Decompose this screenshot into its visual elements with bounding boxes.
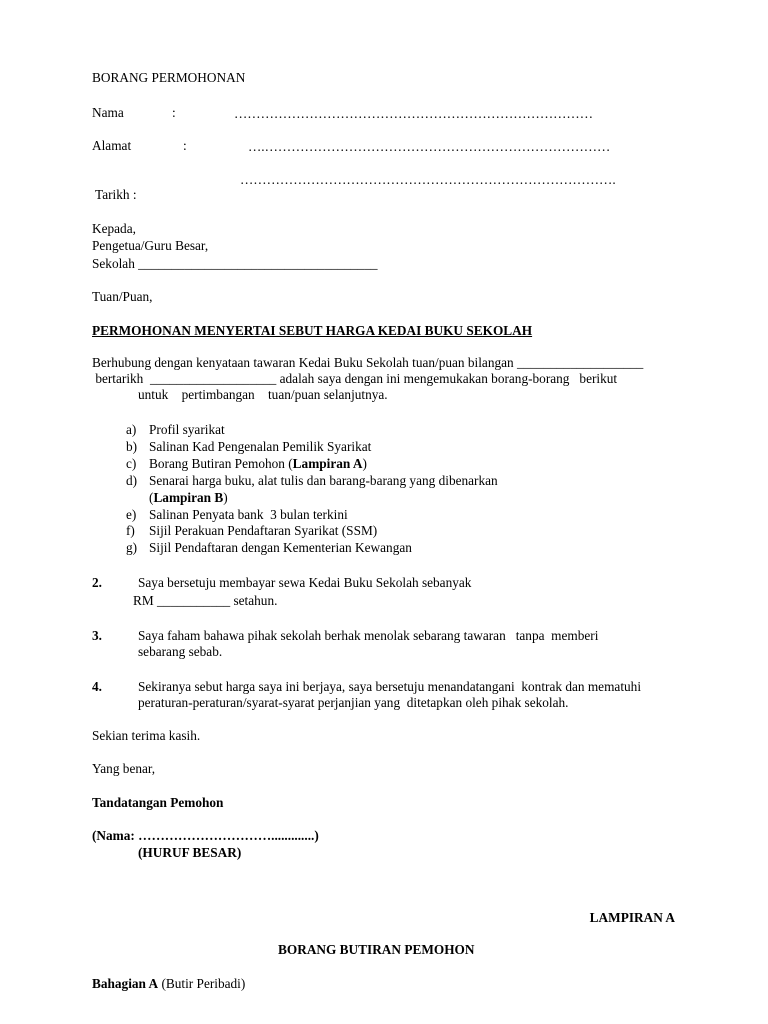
doc-letter: a)	[126, 422, 137, 437]
nama-colon: :	[172, 105, 176, 120]
lampiran-a-label: LAMPIRAN A	[589, 910, 675, 925]
doc-text: Borang Butiran Pemohon (	[149, 456, 293, 471]
doc-text: (	[149, 490, 154, 505]
doc-text: Senarai harga buku, alat tulis dan barang-barang yang dibenarkan	[149, 473, 498, 488]
doc-text-c	[149, 456, 367, 472]
item-number: 3.	[92, 628, 102, 643]
lampiran-b-ref: Lampiran B	[153, 490, 224, 505]
section-a-desc: (Butir Peribadi)	[158, 976, 246, 991]
appendix-title: BORANG BUTIRAN PEMOHON	[278, 942, 475, 957]
recipient-sekolah: Sekolah ____________________________________	[92, 256, 378, 271]
huruf-besar-note: (HURUF BESAR)	[138, 845, 242, 860]
item-number: 2.	[92, 575, 102, 590]
doc-text: Sijil Perakuan Pendaftaran Syarikat (SSM)	[149, 523, 378, 538]
alamat-colon: :	[183, 138, 187, 153]
intro-line-3: untuk pertimbangan tuan/puan selanjutnya.	[138, 387, 388, 402]
item-line-2: RM ___________ setahun.	[133, 593, 278, 608]
nama-field-line: ………………………………………………………………………	[234, 106, 594, 121]
doc-text: Sijil Pendaftaran dengan Kementerian Kewangan	[149, 540, 412, 555]
intro-line-1: Berhubung dengan kenyataan tawaran Kedai Buku Sekolah tuan/puan bilangan ___________________	[92, 355, 644, 370]
alamat-field-line-2: ………………………………………………………………………….	[240, 172, 616, 187]
item-line-1: Sekiranya sebut harga saya ini berjaya, saya bersetuju menandatangani kontrak dan mematuhi	[138, 679, 642, 694]
recipient-pengetua: Pengetua/Guru Besar,	[92, 238, 209, 253]
doc-text-d2	[149, 490, 228, 506]
intro-line-2: bertarikh ___________________ adalah saya dengan ini mengemukakan borang-borang berikut	[92, 371, 618, 386]
name-line: (Nama: ………………………….............)	[92, 828, 319, 843]
item-line-1: Saya faham bahawa pihak sekolah berhak menolak sebarang tawaran tanpa memberi	[138, 628, 599, 643]
doc-letter: e)	[126, 507, 137, 522]
form-title: BORANG PERMOHONAN	[92, 70, 246, 85]
doc-letter: g)	[126, 540, 138, 555]
section-a-label: Bahagian A	[92, 976, 159, 991]
closing-yours: Yang benar,	[92, 761, 156, 776]
doc-text-after: )	[362, 456, 367, 471]
doc-text: Salinan Kad Pengenalan Pemilik Syarikat	[149, 439, 372, 454]
alamat-field-line-1: ….……………………………………………………………………	[248, 139, 611, 154]
salutation: Tuan/Puan,	[92, 289, 153, 304]
doc-text-after: )	[223, 490, 228, 505]
doc-letter: d)	[126, 473, 138, 488]
nama-label: Nama	[92, 105, 124, 120]
closing-thanks: Sekian terima kasih.	[92, 728, 201, 743]
item-line-2: peraturan-peraturan/syarat-syarat perjanjian yang ditetapkan oleh pihak sekolah.	[138, 695, 569, 710]
section-a-heading	[92, 976, 245, 992]
recipient-kepada: Kepada,	[92, 221, 136, 236]
signature-label: Tandatangan Pemohon	[92, 795, 224, 810]
item-number: 4.	[92, 679, 102, 694]
lampiran-a-ref: Lampiran A	[292, 456, 363, 471]
alamat-label: Alamat	[92, 138, 132, 153]
tarikh-label: Tarikh :	[95, 187, 137, 202]
doc-letter: f)	[126, 523, 135, 538]
doc-letter: b)	[126, 439, 138, 454]
item-line-1: Saya bersetuju membayar sewa Kedai Buku Sekolah sebanyak	[138, 575, 472, 590]
item-line-2: sebarang sebab.	[138, 644, 223, 659]
doc-text: Salinan Penyata bank 3 bulan terkini	[149, 507, 348, 522]
doc-text: Profil syarikat	[149, 422, 225, 437]
letter-heading: PERMOHONAN MENYERTAI SEBUT HARGA KEDAI BUKU SEKOLAH	[92, 323, 533, 338]
doc-letter: c)	[126, 456, 137, 471]
